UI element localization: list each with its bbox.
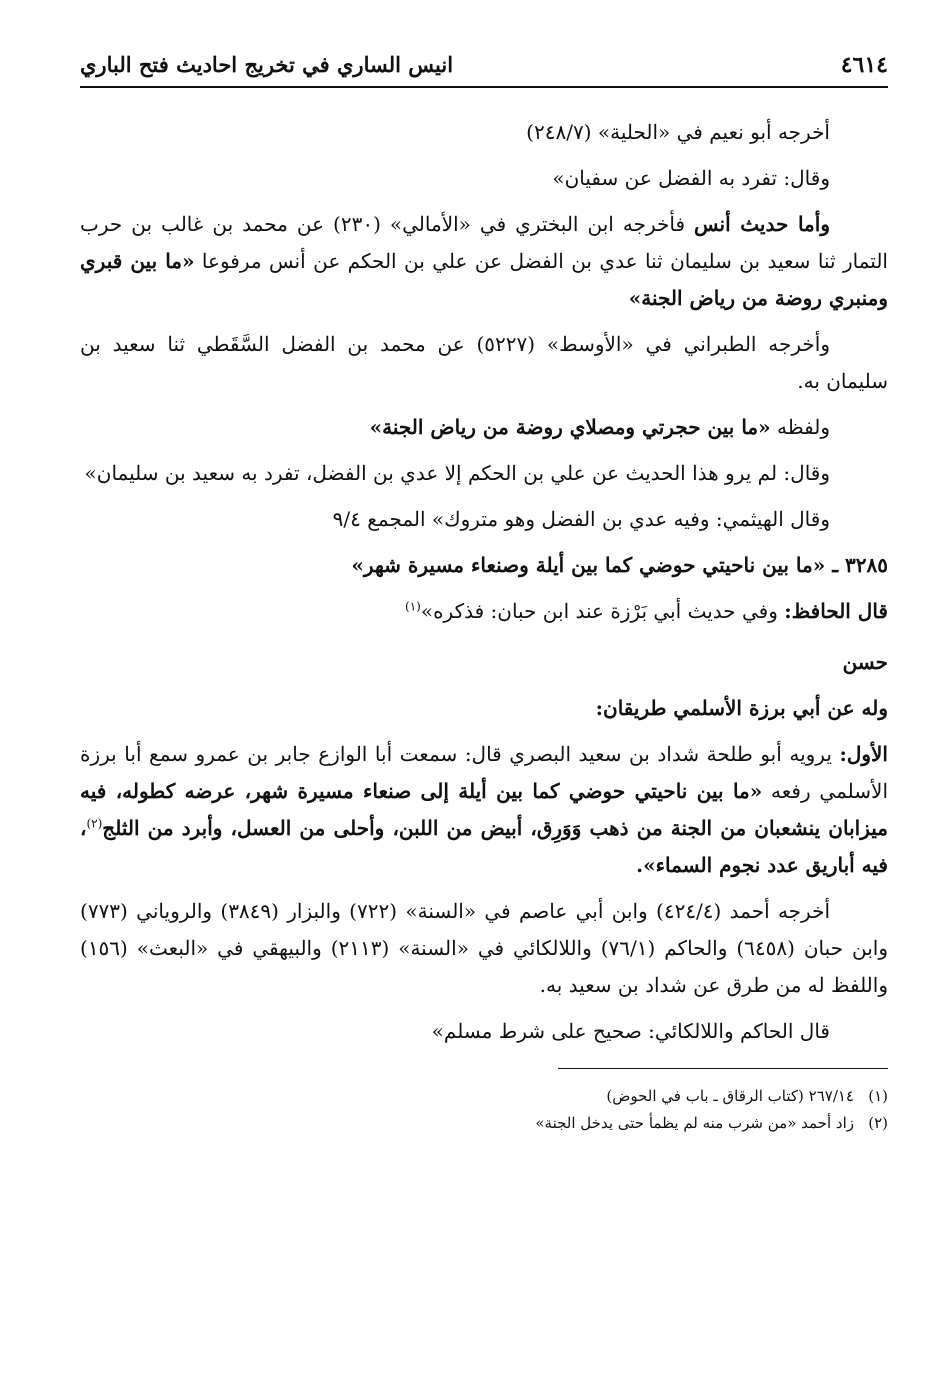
paragraph-tafarrad: وقال: تفرد به الفضل عن سفيان» bbox=[552, 166, 830, 190]
routes-heading: وله عن أبي برزة الأسلمي طريقان: bbox=[595, 696, 888, 720]
first-quote-a: «ما بين ناحيتي حوضي كما بين أيلة إلى صنعاء مسيرة شهر، عرضه كطوله، فيه ميزابان ينشعبان من الجنة من ذهب وَوَرِق، أبيض من اللبن، وأحلى من العسل، وأبرد من الثلج bbox=[80, 779, 888, 840]
footnote-number: (٢) bbox=[868, 1114, 888, 1132]
footnote-2 bbox=[80, 1110, 888, 1137]
anas-lead: وأما حديث أنس bbox=[694, 212, 830, 236]
paragraph-hafiz bbox=[80, 593, 888, 630]
paragraph-abu-nuaym: أخرجه أبو نعيم في «الحلية» (٢٤٨/٧) bbox=[526, 120, 830, 144]
page-number: ٤٦١٤ bbox=[840, 52, 888, 78]
paragraph-takhrij: أخرجه أحمد (٤٢٤/٤) وابن أبي عاصم في «السنة» (٧٢٢) والبزار (٣٨٤٩) والروياني (٧٧٣) وابن حبان (٦٤٥٨) والحاكم (٧٦/١) واللالكائي في «السنة» (٢١١٣) والبيهقي في «البعث» (١٥٦) واللفظ له من طرق عن شداد بن سعيد به. bbox=[80, 899, 889, 997]
first-lead: الأول: bbox=[839, 742, 888, 766]
footnotes bbox=[80, 1083, 888, 1137]
main-text bbox=[80, 114, 888, 1137]
anas-quote: «ما بين قبري ومنبري روضة من رياض الجنة» bbox=[80, 249, 888, 310]
paragraph-verdict: قال الحاكم واللالكائي: صحيح على شرط مسلم» bbox=[431, 1019, 830, 1043]
paragraph-haythami: وقال الهيثمي: وفيه عدي بن الفضل وهو متروك» المجمع ٩/٤ bbox=[332, 507, 830, 531]
first-text: يرويه أبو طلحة شداد بن سعيد البصري قال: سمعت أبا الوازع جابر بن عمرو سمع أبا برزة الأسلمي رفعه bbox=[80, 742, 888, 803]
footnote-divider bbox=[558, 1068, 888, 1069]
hafiz-text: وفي حديث أبي بَرْزة عند ابن حبان: فذكره» bbox=[420, 599, 785, 623]
paragraph-lam-yarwi: وقال: لم يرو هذا الحديث عن علي بن الحكم إلا عدي بن الفضل، تفرد به سعيد بن سليمان» bbox=[84, 461, 830, 485]
hadith-heading: ٣٢٨٥ ـ «ما بين ناحيتي حوضي كما بين أيلة وصنعاء مسيرة شهر» bbox=[351, 553, 888, 577]
anas-text: فأخرجه ابن البختري في «الأمالي» (٢٣٠) عن محمد بن غالب بن حرب التمار ثنا سعيد بن سليمان ثنا عدي بن الفضل عن علي بن الحكم عن أنس مرفوعا bbox=[80, 212, 888, 273]
lafzuh-quote: «ما بين حجرتي ومصلاي روضة من رياض الجنة» bbox=[369, 415, 771, 439]
footnote-1 bbox=[80, 1083, 888, 1110]
lafzuh-lead: ولفظه bbox=[770, 415, 830, 439]
footnote-text: ٢٦٧/١٤ (كتاب الرقاق ـ باب في الحوض) bbox=[606, 1087, 854, 1105]
paragraph-anas bbox=[80, 206, 888, 317]
hafiz-lead: قال الحافظ: bbox=[784, 599, 888, 623]
book-page bbox=[80, 50, 888, 1340]
running-header bbox=[80, 50, 888, 88]
footnote-text: زاد أحمد «من شرب منه لم يظمأ حتى يدخل الجنة» bbox=[535, 1114, 854, 1132]
first-quote-b: ، فيه أباريق عدد نجوم السماء». bbox=[80, 816, 888, 877]
footnote-ref-2: (٢) bbox=[86, 816, 103, 831]
footnote-number: (١) bbox=[868, 1087, 888, 1105]
paragraph-lafzuh bbox=[80, 409, 888, 446]
book-title: انيس الساري في تخريج احاديث فتح الباري bbox=[80, 52, 454, 77]
paragraph-tabarani: وأخرجه الطبراني في «الأوسط» (٥٢٢٧) عن محمد بن الفضل السَّقَطي ثنا سعيد بن سليمان به. bbox=[80, 332, 888, 393]
paragraph-first-route bbox=[80, 736, 888, 884]
grade-label: حسن bbox=[842, 650, 888, 674]
footnote-ref-1: (١) bbox=[405, 599, 421, 614]
